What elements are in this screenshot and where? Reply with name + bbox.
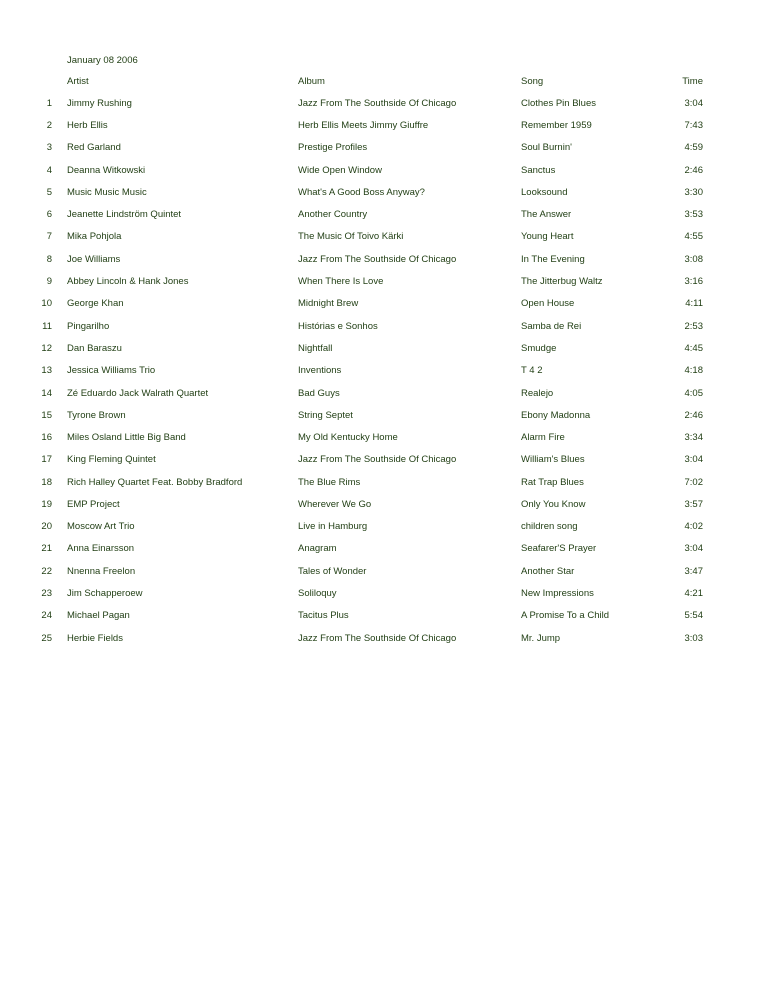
song-title: Smudge [521,343,557,354]
artist-name: Michael Pagan [67,610,130,621]
album-name: Nightfall [298,343,333,354]
track-time: 4:59 [684,142,703,153]
artist-name: Music Music Music [67,187,147,198]
track-number: 6 [46,209,52,220]
song-title: Clothes Pin Blues [521,98,596,109]
album-name: Jazz From The Southside Of Chicago [298,98,457,109]
song-title: The Answer [521,209,572,220]
album-name: String Septet [298,410,353,421]
table-row [0,520,768,534]
artist-name: Jimmy Rushing [67,98,132,109]
album-name: Tales of Wonder [298,566,367,577]
track-time: 4:55 [684,231,703,242]
track-number: 10 [41,298,52,309]
song-title: Remember 1959 [521,120,592,131]
song-title: Ebony Madonna [521,410,591,421]
artist-name: George Khan [67,298,124,309]
album-name: Bad Guys [298,388,340,399]
track-time: 3:30 [684,187,703,198]
track-number: 17 [41,454,52,465]
header-artist: Artist [67,76,89,87]
album-name: What's A Good Boss Anyway? [298,187,425,198]
table-row [0,542,768,556]
song-title: Seafarer'S Prayer [521,543,597,554]
track-time: 3:03 [684,633,703,644]
playlist-date: January 08 2006 [67,55,138,66]
track-time: 3:08 [684,254,703,265]
track-number: 11 [42,321,52,332]
song-title: Rat Trap Blues [521,477,584,488]
table-row [0,253,768,267]
table-row [0,587,768,601]
header-time: Time [682,76,703,87]
track-time: 3:53 [684,209,703,220]
album-name: Tacitus Plus [298,610,349,621]
track-number: 3 [46,142,52,153]
table-row [0,565,768,579]
artist-name: Herbie Fields [67,633,123,644]
track-number: 18 [41,477,52,488]
artist-name: EMP Project [67,499,120,510]
album-name: Jazz From The Southside Of Chicago [298,633,457,644]
table-row [0,297,768,311]
table-row [0,230,768,244]
song-title: Another Star [521,566,575,577]
song-title: Open House [521,298,575,309]
table-row [0,498,768,512]
album-name: Prestige Profiles [298,142,368,153]
album-name: Inventions [298,365,342,376]
track-time: 4:45 [684,343,703,354]
track-number: 2 [46,120,52,131]
track-time: 3:47 [684,566,703,577]
artist-name: King Fleming Quintet [67,454,156,465]
track-number: 8 [46,254,52,265]
table-row [0,342,768,356]
artist-name: Dan Baraszu [67,343,122,354]
table-header [0,75,768,89]
track-time: 4:11 [685,298,703,309]
album-name: Anagram [298,543,337,554]
track-time: 3:04 [684,454,703,465]
artist-name: Anna Einarsson [67,543,135,554]
artist-name: Mika Pohjola [67,231,122,242]
album-name: Wherever We Go [298,499,372,510]
album-name: Histórias e Sonhos [298,321,378,332]
album-name: Soliloquy [298,588,337,599]
table-row [0,476,768,490]
track-time: 4:02 [684,521,703,532]
album-name: Jazz From The Southside Of Chicago [298,254,457,265]
album-name: The Music Of Toivo Kärki [298,231,404,242]
table-row [0,364,768,378]
track-number: 22 [41,566,52,577]
track-number: 19 [41,499,52,510]
track-time: 3:57 [684,499,703,510]
track-number: 23 [41,588,52,599]
song-title: Looksound [521,187,568,198]
artist-name: Moscow Art Trio [67,521,135,532]
track-time: 2:46 [684,410,703,421]
track-number: 14 [41,388,52,399]
artist-name: Herb Ellis [67,120,108,131]
track-number: 24 [41,610,52,621]
table-row [0,609,768,623]
table-row [0,387,768,401]
track-number: 4 [46,165,52,176]
track-number: 5 [46,187,52,198]
table-row [0,164,768,178]
table-row [0,208,768,222]
track-number: 9 [46,276,52,287]
song-title: Only You Know [521,499,586,510]
song-title: Alarm Fire [521,432,565,443]
album-name: Another Country [298,209,368,220]
artist-name: Miles Osland Little Big Band [67,432,186,443]
song-title: Soul Burnin' [521,142,572,153]
album-name: Herb Ellis Meets Jimmy Giuffre [298,120,429,131]
track-time: 4:21 [684,588,703,599]
song-title: children song [521,521,578,532]
song-title: A Promise To a Child [521,610,610,621]
track-time: 2:53 [684,321,703,332]
table-row [0,141,768,155]
artist-name: Zé Eduardo Jack Walrath Quartet [67,388,209,399]
track-number: 7 [46,231,52,242]
artist-name: Rich Halley Quartet Feat. Bobby Bradford [67,477,243,488]
album-name: Midnight Brew [298,298,359,309]
track-number: 1 [46,98,52,109]
table-row [0,97,768,111]
artist-name: Jeanette Lindström Quintet [67,209,182,220]
table-row [0,119,768,133]
artist-name: Red Garland [67,142,121,153]
table-row [0,431,768,445]
album-name: When There Is Love [298,276,384,287]
album-name: Wide Open Window [298,165,382,176]
table-row [0,409,768,423]
song-title: New Impressions [521,588,594,599]
track-number: 21 [41,543,52,554]
track-time: 3:16 [684,276,703,287]
header-song: Song [521,76,544,87]
table-row [0,632,768,646]
album-name: Jazz From The Southside Of Chicago [298,454,457,465]
song-title: Sanctus [521,165,556,176]
track-number: 16 [41,432,52,443]
track-number: 12 [41,343,52,354]
artist-name: Jim Schapperoew [67,588,143,599]
table-row [0,275,768,289]
song-title: Samba de Rei [521,321,582,332]
artist-name: Jessica Williams Trio [67,365,156,376]
track-time: 5:54 [684,610,703,621]
artist-name: Abbey Lincoln & Hank Jones [67,276,189,287]
header-album: Album [298,76,325,87]
track-number: 15 [41,410,52,421]
artist-name: Nnenna Freelon [67,566,136,577]
track-number: 25 [41,633,52,644]
track-time: 7:43 [684,120,703,131]
album-name: My Old Kentucky Home [298,432,398,443]
track-time: 4:05 [684,388,703,399]
track-number: 13 [41,365,52,376]
artist-name: Pingarilho [67,321,110,332]
table-row [0,320,768,334]
song-title: William's Blues [521,454,585,465]
album-name: The Blue Rims [298,477,361,488]
album-name: Live in Hamburg [298,521,368,532]
song-title: T 4 2 [521,365,543,376]
track-time: 4:18 [684,365,703,376]
table-row [0,186,768,200]
song-title: Mr. Jump [521,633,561,644]
artist-name: Deanna Witkowski [67,165,146,176]
track-number: 20 [41,521,52,532]
artist-name: Tyrone Brown [67,410,126,421]
table-row [0,453,768,467]
track-time: 3:04 [684,98,703,109]
song-title: Young Heart [521,231,574,242]
track-time: 2:46 [684,165,703,176]
track-time: 7:02 [684,477,703,488]
song-title: The Jitterbug Waltz [521,276,603,287]
track-time: 3:04 [684,543,703,554]
artist-name: Joe Williams [67,254,121,265]
song-title: In The Evening [521,254,585,265]
song-title: Realejo [521,388,554,399]
track-time: 3:34 [684,432,703,443]
